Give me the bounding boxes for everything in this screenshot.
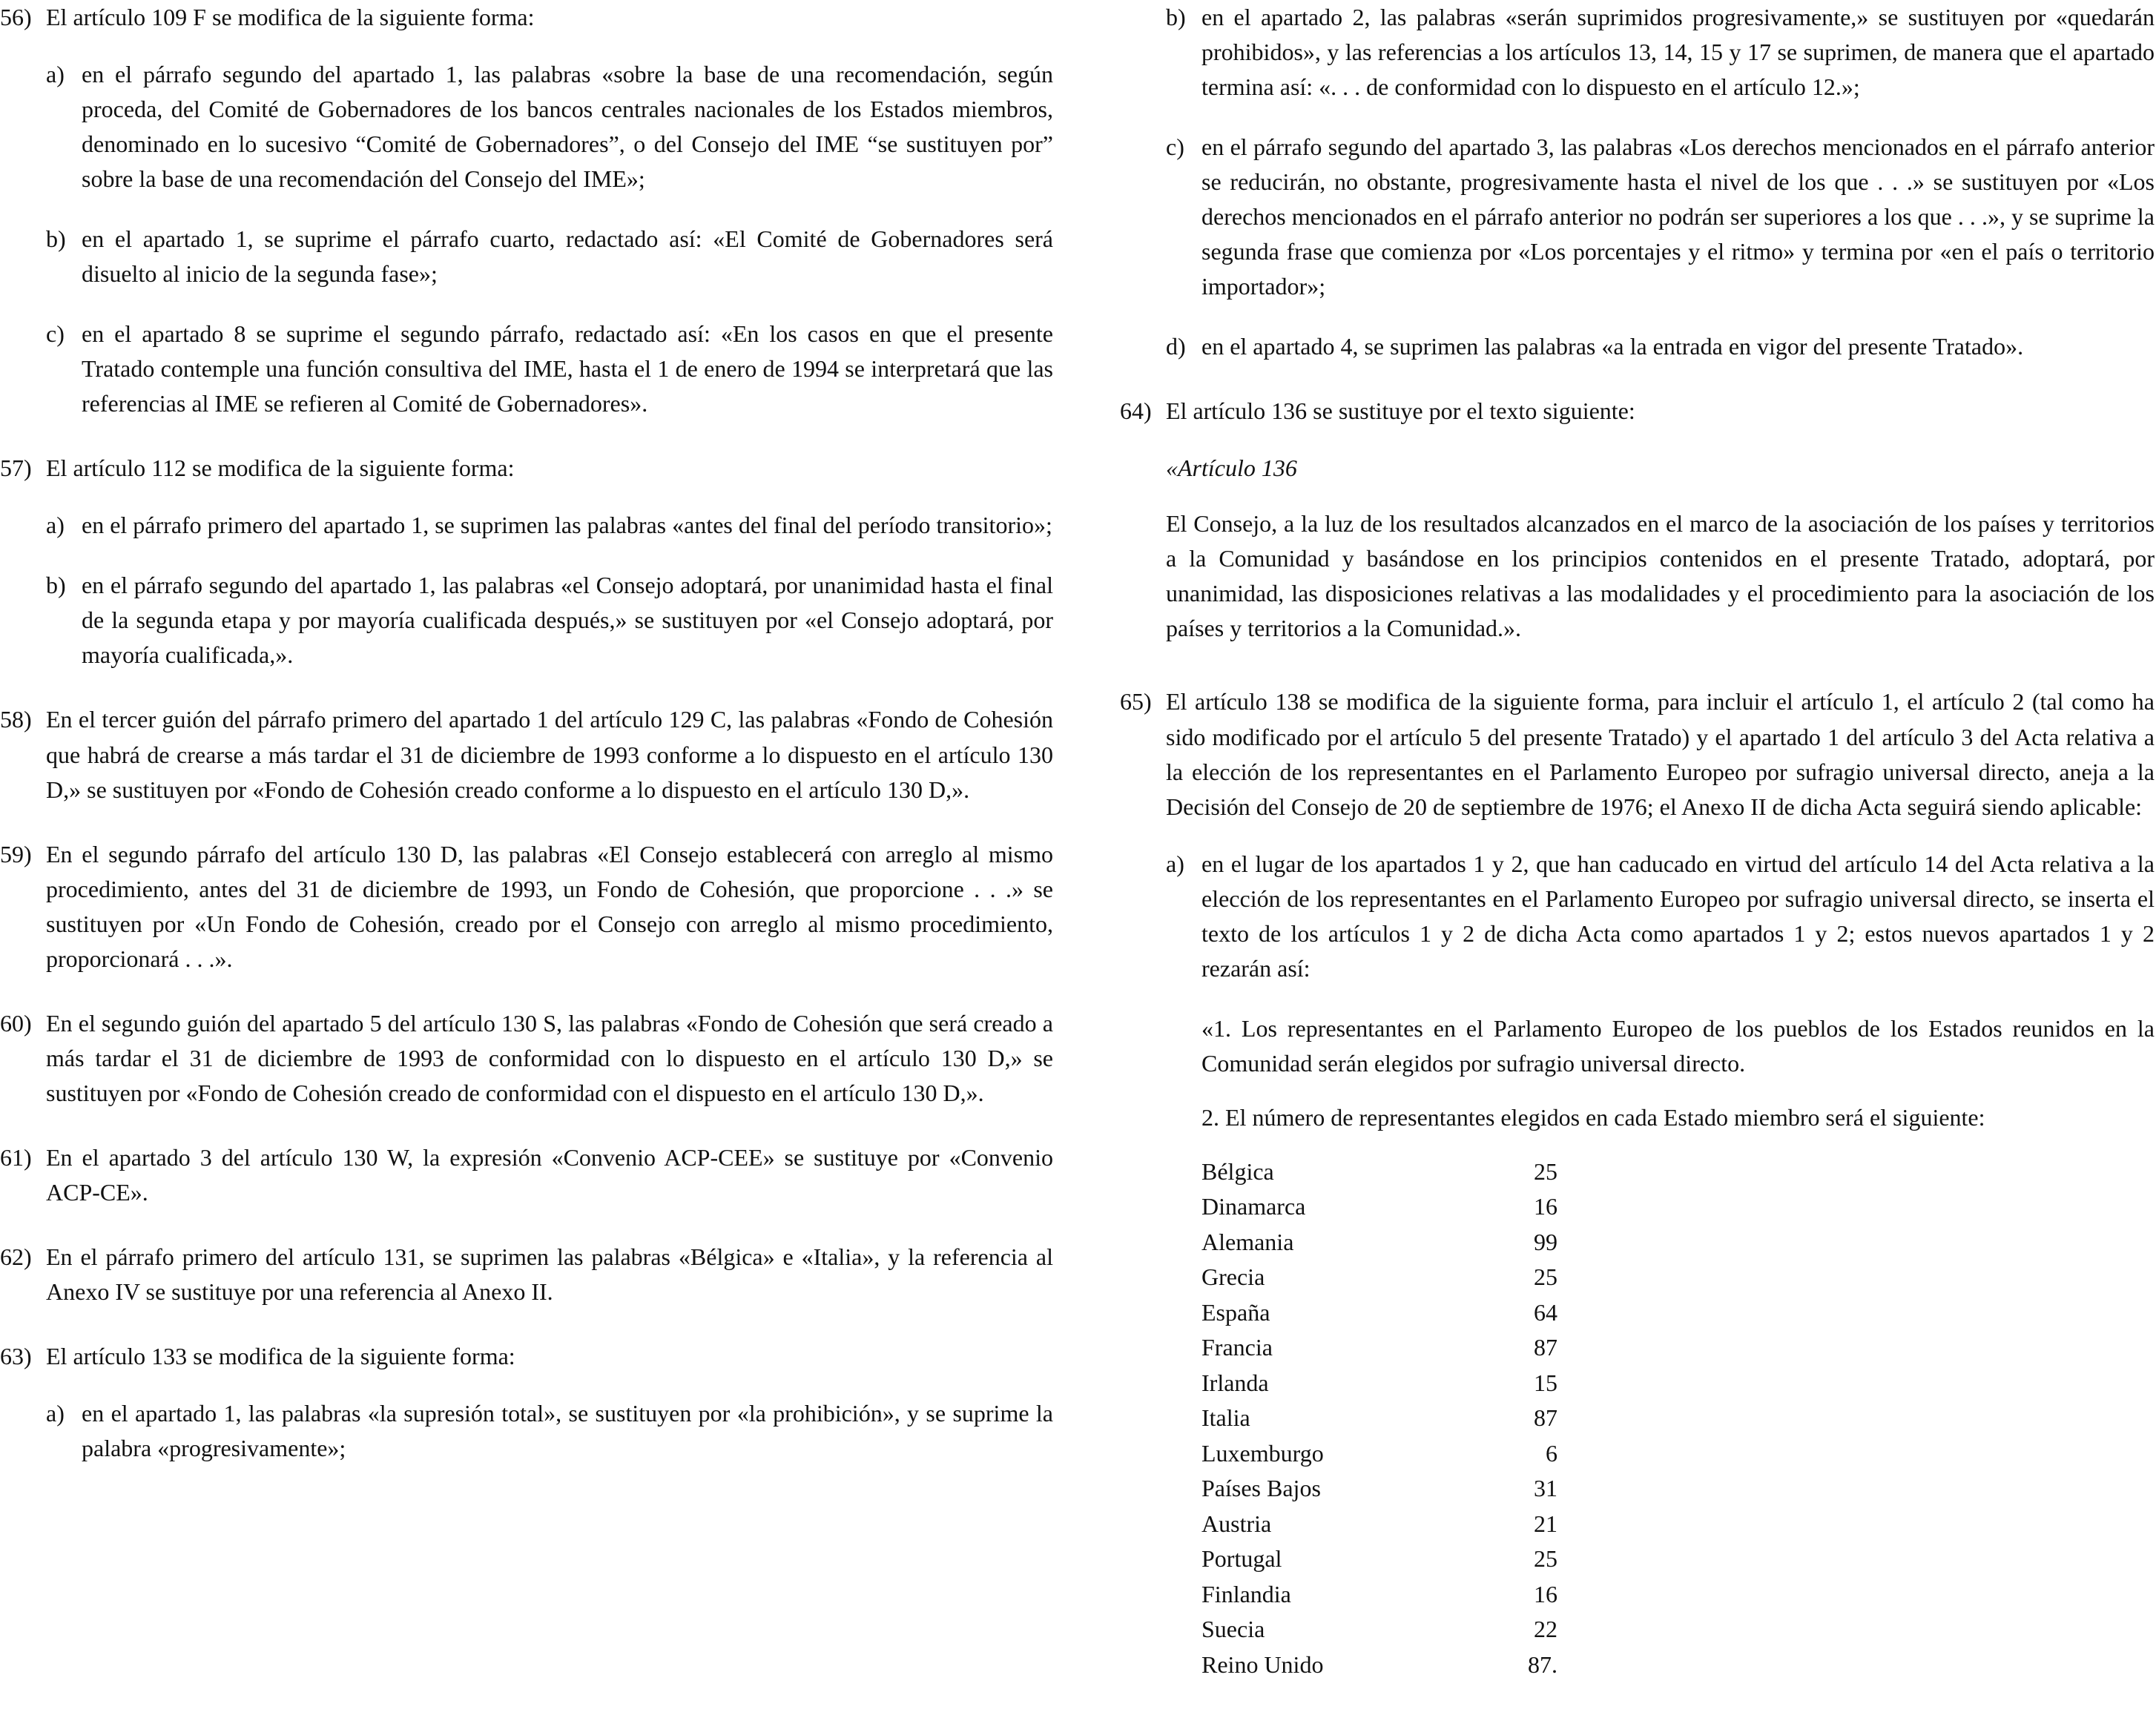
table-row bbox=[1201, 1507, 1587, 1542]
subitem-letter: b) bbox=[46, 572, 66, 599]
table-row bbox=[1201, 1471, 1587, 1507]
item-text: En el párrafo primero del artículo 131, se suprimen las palabras «Bélgica» e «Italia», y la referencia al Anexo IV se sustituye por una referencia al Anexo II. bbox=[46, 1243, 1053, 1305]
item-text: El artículo 112 se modifica de la siguiente forma: bbox=[46, 455, 515, 482]
representatives-count: 6 bbox=[1546, 1439, 1557, 1467]
subitem-a bbox=[46, 508, 1053, 543]
item-64-head bbox=[1120, 394, 2155, 429]
item-56-head bbox=[0, 0, 1053, 35]
subitem-text: en el apartado 2, las palabras «serán suprimidos progresivamente,» se sustituyen por «quedarán prohibidos», y las referencias a los artículos 13, 14, 15 y 17 se suprimen, de manera que el apartado termina así: «. . . de conformidad con lo dispuesto en el artículo 12.»; bbox=[1201, 4, 2155, 101]
subitem-letter: a) bbox=[46, 1399, 65, 1427]
table-row bbox=[1201, 1612, 1587, 1647]
subitem-a bbox=[1166, 847, 2155, 986]
subitem-letter: a) bbox=[46, 512, 65, 539]
item-number: 65) bbox=[1120, 688, 1152, 715]
item-57-subitems bbox=[46, 508, 1053, 672]
table-row bbox=[1201, 1541, 1587, 1577]
quoted-article-title: «Artículo 136 bbox=[1166, 455, 1297, 482]
item-65-head bbox=[1120, 684, 2155, 824]
representatives-count: 16 bbox=[1534, 1193, 1557, 1220]
subitem-text: en el párrafo segundo del apartado 1, las palabras «sobre la base de una recomendación, según proceda, del Comité de Gobernadores de los bancos centrales nacionales de los Estados miembros, denominado en lo sucesivo “Comité de Gobernadores”, o del Consejo del IME “se sustituyen por” sobre la base de una recomendación del Consejo del IME»; bbox=[82, 61, 1053, 193]
table-row bbox=[1201, 1577, 1587, 1613]
country-name: Grecia bbox=[1201, 1263, 1265, 1291]
subitem-text: en el apartado 1, las palabras «la supresión total», se sustituyen por «la prohibición», y se suprime la palabra «progresivamente»; bbox=[82, 1399, 1053, 1461]
table-row bbox=[1201, 1366, 1587, 1401]
item-59-head bbox=[0, 837, 1053, 976]
country-name: Finlandia bbox=[1201, 1580, 1291, 1607]
representatives-count: 87. bbox=[1528, 1650, 1557, 1678]
subitem-b bbox=[1166, 0, 2155, 105]
representatives-count: 31 bbox=[1534, 1475, 1557, 1502]
item-64 bbox=[1120, 394, 2155, 646]
item-number: 62) bbox=[0, 1243, 32, 1270]
subitem-text: en el párrafo segundo del apartado 3, las palabras «Los derechos mencionados en el párrafo anterior se reducirán, no obstante, progresivamente hasta el nivel de los que . . .» se sustituyen por «Los derechos mencionados en el párrafo anterior no podrán ser superiores a los que . . .», y se suprime la segunda frase que comienza por «Los porcentajes y el ritmo» y termina por «en el país o territorio importador»; bbox=[1201, 133, 2155, 300]
table-row bbox=[1201, 1225, 1587, 1260]
item-text: En el apartado 3 del artículo 130 W, la expresión «Convenio ACP-CEE» se sustituye por «Convenio ACP-CE». bbox=[46, 1143, 1053, 1206]
item-57-head bbox=[0, 451, 1053, 486]
representatives-count: 25 bbox=[1534, 1545, 1557, 1573]
inserted-paragraph-2: 2. El número de representantes elegidos en cada Estado miembro será el siguiente: bbox=[1201, 1103, 1985, 1131]
item-text: En el tercer guión del párrafo primero del apartado 1 del artículo 129 C, las palabras «Fondo de Cohesión que habrá de crearse a más tardar el 31 de diciembre de 1993 conforme a lo dispuesto en el artículo 130 D,» se sustituyen por «Fondo de Cohesión creado conforme a lo dispuesto en el artículo 130 D,». bbox=[46, 706, 1053, 803]
table-row bbox=[1201, 1260, 1587, 1295]
item-text: En el segundo guión del apartado 5 del artículo 130 S, las palabras «Fondo de Cohesión que será creado a más tardar el 31 de diciembre de 1993 de conformidad con lo dispuesto en el artículo 130 D,» se sustituyen por «Fondo de Cohesión creado de conformidad con el dispuesto en el artículo 130 D,». bbox=[46, 1009, 1053, 1106]
inserted-paragraph-1: «1. Los representantes en el Parlamento Europeo de los pueblos de los Estados reunidos en la Comunidad serán elegidos por sufragio universal directo. bbox=[1201, 1014, 2155, 1077]
item-number: 64) bbox=[1120, 397, 1152, 425]
item-number: 61) bbox=[0, 1143, 32, 1171]
subitem-text: en el lugar de los apartados 1 y 2, que han caducado en virtud del artículo 14 del Acta relativa a la elección de los representantes en el Parlamento Europeo por sufragio universal directo, se inserta el texto de los artículos 1 y 2 de dicha Acta como apartados 1 y 2; estos nuevos apartados 1 y 2 rezarán así: bbox=[1201, 850, 2155, 982]
representatives-count: 21 bbox=[1534, 1510, 1557, 1537]
item-63 bbox=[0, 1339, 1053, 1466]
country-name: Portugal bbox=[1201, 1545, 1282, 1573]
country-name: Austria bbox=[1201, 1510, 1272, 1537]
item-65-subitems bbox=[1166, 847, 2155, 986]
country-name: Alemania bbox=[1201, 1228, 1294, 1255]
subitem-letter: d) bbox=[1166, 333, 1186, 360]
item-65 bbox=[1120, 684, 2155, 1682]
table-row bbox=[1201, 1647, 1587, 1683]
item-56-subitems bbox=[46, 57, 1053, 421]
item-63-subitems-cont bbox=[1166, 0, 2155, 364]
item-60 bbox=[0, 1006, 1053, 1111]
item-number: 57) bbox=[0, 455, 32, 482]
table-row bbox=[1201, 1154, 1587, 1190]
item-61-head bbox=[0, 1140, 1053, 1210]
country-name: Irlanda bbox=[1201, 1369, 1269, 1396]
subitem-letter: c) bbox=[1166, 133, 1184, 161]
item-number: 63) bbox=[0, 1342, 32, 1369]
item-62-head bbox=[0, 1240, 1053, 1309]
subitem-letter: a) bbox=[46, 61, 65, 88]
subitem-text: en el apartado 8 se suprime el segundo párrafo, redactado así: «En los casos en que el presente Tratado contemple una función consultiva del IME, hasta el 1 de enero de 1994 se interpretará que las referencias al IME se refieren al Comité de Gobernadores». bbox=[82, 320, 1053, 417]
item-57 bbox=[0, 451, 1053, 672]
item-60-head bbox=[0, 1006, 1053, 1111]
subitem-c bbox=[1166, 130, 2155, 304]
representatives-count: 87 bbox=[1534, 1404, 1557, 1432]
item-number: 58) bbox=[0, 706, 32, 733]
subitem-letter: b) bbox=[46, 225, 66, 253]
item-58 bbox=[0, 702, 1053, 807]
country-name: Italia bbox=[1201, 1404, 1250, 1432]
subitem-c bbox=[46, 317, 1053, 421]
item-text: El artículo 136 se sustituye por el texto siguiente: bbox=[1166, 397, 1635, 425]
item-56 bbox=[0, 0, 1053, 421]
representatives-count: 64 bbox=[1534, 1298, 1557, 1326]
subitem-letter: b) bbox=[1166, 4, 1186, 30]
table-row bbox=[1201, 1436, 1587, 1472]
representatives-count: 16 bbox=[1534, 1580, 1557, 1607]
representatives-count: 87 bbox=[1534, 1334, 1557, 1361]
subitem-text: en el apartado 4, se suprimen las palabras «a la entrada en vigor del presente Tratado». bbox=[1201, 333, 2024, 360]
item-62 bbox=[0, 1240, 1053, 1309]
representatives-count: 99 bbox=[1534, 1228, 1557, 1255]
item-63-head bbox=[0, 1339, 1053, 1374]
item-number: 56) bbox=[0, 4, 32, 30]
subitem-letter: c) bbox=[46, 320, 65, 348]
subitem-text: en el párrafo primero del apartado 1, se suprimen las palabras «antes del final del período transitorio»; bbox=[82, 512, 1052, 539]
subitem-a bbox=[46, 57, 1053, 196]
inserted-paragraphs bbox=[1201, 1011, 2155, 1135]
subitem-letter: a) bbox=[1166, 850, 1184, 877]
table-row bbox=[1201, 1330, 1587, 1366]
subitem-b bbox=[46, 222, 1053, 291]
subitem-text: en el apartado 1, se suprime el párrafo cuarto, redactado así: «El Comité de Gobernadores será disuelto al inicio de la segunda fase»; bbox=[82, 225, 1053, 288]
representatives-count: 22 bbox=[1534, 1616, 1557, 1643]
item-63-continued bbox=[1120, 0, 2155, 364]
subitem-d bbox=[1166, 329, 2155, 364]
subitem-text: en el párrafo segundo del apartado 1, las palabras «el Consejo adoptará, por unanimidad hasta el final de la segunda etapa y por mayoría cualificada después,» se sustituyen por «el Consejo adoptará, por mayoría cualificada,». bbox=[82, 572, 1053, 669]
quoted-article bbox=[1166, 451, 2155, 646]
item-number: 60) bbox=[0, 1009, 32, 1037]
subitem-b bbox=[46, 568, 1053, 672]
table-row bbox=[1201, 1189, 1587, 1225]
left-column bbox=[0, 0, 1053, 1495]
country-name: Francia bbox=[1201, 1334, 1273, 1361]
item-61 bbox=[0, 1140, 1053, 1210]
representatives-count: 25 bbox=[1534, 1157, 1557, 1185]
item-58-head bbox=[0, 702, 1053, 807]
right-column bbox=[1120, 0, 2155, 1712]
table-row bbox=[1201, 1401, 1587, 1436]
representatives-count: 25 bbox=[1534, 1263, 1557, 1291]
item-number: 59) bbox=[0, 840, 32, 867]
representatives-count: 15 bbox=[1534, 1369, 1557, 1396]
item-text: El artículo 109 F se modifica de la siguiente forma: bbox=[46, 4, 535, 30]
representatives-table bbox=[1201, 1154, 2155, 1683]
item-text: El artículo 138 se modifica de la siguiente forma, para incluir el artículo 1, el artículo 2 (tal como ha sido modificado por el artículo 5 del presente Tratado) y el apartado 1 del artículo 3 del Acta relativa a la elección de los representantes en el Parlamento Europeo por sufragio universal directo, aneja a la Decisión del Consejo de 20 de septiembre de 1976; el Anexo II de dicha Acta seguirá siendo aplicable: bbox=[1166, 688, 2155, 820]
item-63-subitems bbox=[46, 1396, 1053, 1466]
country-name: Suecia bbox=[1201, 1616, 1265, 1643]
quoted-article-text: El Consejo, a la luz de los resultados alcanzados en el marco de la asociación de los países y territorios a la Comunidad y basándose en los principios contenidos en el presente Tratado, adoptará, por unanimidad, las disposiciones relativas a las modalidades y el procedimiento para la asociación de los países y territorios a la Comunidad.». bbox=[1166, 510, 2155, 642]
country-name: Dinamarca bbox=[1201, 1193, 1306, 1220]
country-name: Países Bajos bbox=[1201, 1475, 1321, 1502]
country-name: Reino Unido bbox=[1201, 1650, 1324, 1678]
country-name: Luxemburgo bbox=[1201, 1439, 1324, 1467]
item-text: El artículo 133 se modifica de la siguiente forma: bbox=[46, 1342, 515, 1369]
item-59 bbox=[0, 837, 1053, 976]
country-name: España bbox=[1201, 1298, 1270, 1326]
item-text: En el segundo párrafo del artículo 130 D, las palabras «El Consejo establecerá con arreglo al mismo procedimiento, antes del 31 de diciembre de 1993, un Fondo de Cohesión, que proporcione . . .» se sustituyen por «Un Fondo de Cohesión, creado por el Consejo con arreglo al mismo procedimiento, proporcionará . . .». bbox=[46, 840, 1053, 972]
table-row bbox=[1201, 1295, 1587, 1331]
country-name: Bélgica bbox=[1201, 1157, 1274, 1185]
subitem-a bbox=[46, 1396, 1053, 1466]
